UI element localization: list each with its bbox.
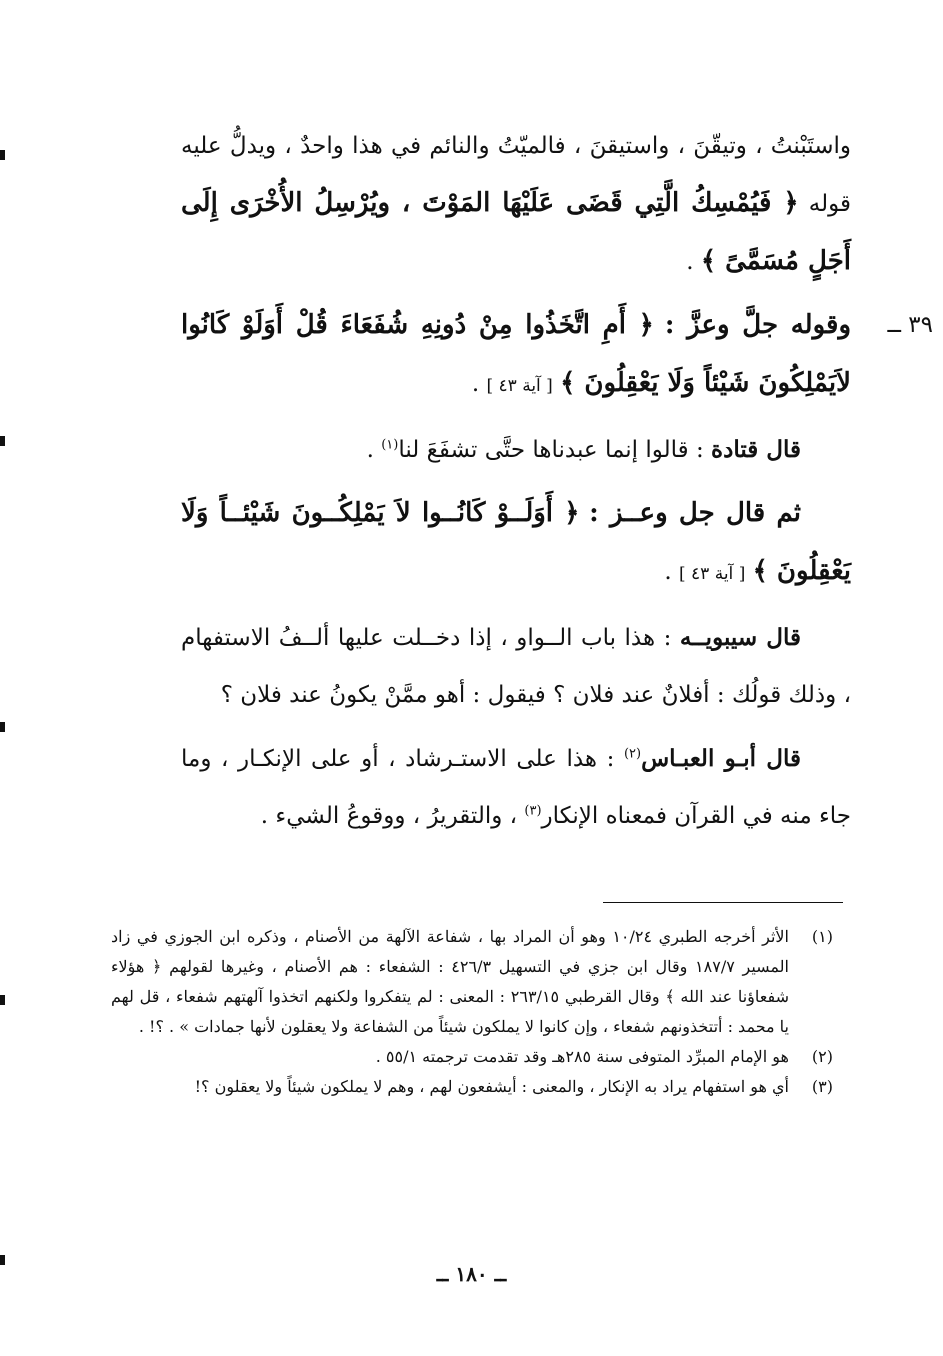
speaker-name: قال سيبويــه <box>679 624 801 651</box>
paragraph-number: ٣٩ ــ <box>887 312 933 338</box>
page-number: ــ ١٨٠ ــ <box>436 1262 507 1286</box>
paragraph-verse-repeat <box>181 485 851 603</box>
footnote-3 <box>111 1072 833 1102</box>
speaker-name: قال قتادة <box>711 436 801 463</box>
scan-edge-mark <box>0 150 5 160</box>
footnote-ref[interactable]: (١) <box>381 437 399 453</box>
quran-verse: ﴿ أَوَلَــوْ كَانُــوا لاَ يَمْلِكُــونَ شَيْئــاً وَلَا يَعْقِلُونَ ﴾ <box>181 498 851 586</box>
paragraph-text: : هذا على الاستـرشاد ، أو على الإنكـار ، وما جاء منه في القرآن فمعناه الإنكار <box>181 746 851 829</box>
scan-edge-mark <box>0 995 5 1005</box>
paragraph-text: واستَبْنتُ ، وتيقّنَ ، واستيقنَ ، فالميّتُ والنائم في هذا واحدٌ ، ويدلُّ عليه قوله <box>181 133 851 217</box>
speaker-name: قال أبـو العبـاس <box>641 745 801 772</box>
footnote-number: (١) <box>811 927 833 946</box>
verse-reference: [ آية ٤٣ ] <box>486 376 553 396</box>
paragraph-39 <box>181 297 933 415</box>
footnote-number: (٢) <box>811 1047 833 1066</box>
footnote-separator <box>603 902 843 903</box>
paragraph-abu-al-abbas <box>181 730 851 845</box>
main-text <box>181 118 933 845</box>
footnotes <box>111 922 833 1102</box>
footnote-1 <box>111 922 833 1042</box>
paragraph-qatada <box>181 421 851 479</box>
paragraph-text: : هذا باب الــواو ، إذا دخــلت عليها ألــفُ الاستفهام ، وذلك قولُك : أفلانٌ عند فلان ؟ فيقول : أهو ممَّنْ يكونُ عند فلان ؟ <box>181 625 851 708</box>
footnote-text: الأثر أخرجه الطبري ١٠/٢٤ وهو أن المراد بها ، شفاعة الآلهة من الأصنام ، وذكره ابن الجوزي في زاد المسير ١٨٧/٧ وقال ابن جزي في التسهيل ٤٢٦/٣ : الشفعاء : هم الأصنام ، وغيرها لقولهم ﴿ هؤلاء شفعاؤنا عند الله ﴾ وقال القرطبي ٢٦٣/١٥ : المعنى : لم يتفكروا ولكنهم اتخذوا آلهتهم شفعاء ، قل لهم يا محمد : أتتخذونهم شفعاء ، وإن كانوا لا يملكون شيئاً من الشفاعة ولا يعقلون لأنها جمادات » . ؟! . <box>111 927 789 1036</box>
verse-intro: ثم قال جل وعــز : <box>589 498 802 528</box>
paragraph-text: . <box>471 371 480 397</box>
paragraph-text: . <box>664 559 672 585</box>
quran-verse: ﴿ فَيُمْسِكُ الَّتِي قَضَى عَلَيْهَا المَوْتَ ، ويُرْسِلُ الأُخْرَى إِلَى أَجَلٍ مُسَمَّىً ﴾ <box>181 188 851 276</box>
paragraph-text: ، والتقريرُ ، ووقوعُ الشيء . <box>260 803 525 829</box>
paragraph-text: . <box>686 249 694 275</box>
footnote-text: هو الإمام المبرِّد المتوفى سنة ٢٨٥هـ وقد تقدمت ترجمته ٥٥/١ . <box>375 1047 789 1066</box>
footnote-ref[interactable]: (٣) <box>524 803 542 819</box>
footnote-text: أي هو استفهام يراد به الإنكار ، والمعنى : أيشفعون لهم ، وهم لا يملكون شيئاً ولا يعقلون ؟! <box>194 1077 789 1096</box>
paragraph-1 <box>181 118 851 291</box>
scan-edge-mark <box>0 722 5 732</box>
footnote-ref[interactable]: (٢) <box>623 746 642 762</box>
paragraph-text: : قالوا إنما عبدناها حتَّى تشفَعَ لنا <box>398 437 712 463</box>
verse-reference: [ آية ٤٣ ] <box>679 564 746 584</box>
paragraph-sibawayh <box>181 609 851 724</box>
paragraph-text: . <box>366 437 382 463</box>
scan-edge-mark <box>0 436 5 446</box>
footnote-2 <box>111 1042 833 1072</box>
verse-intro: وقوله جلَّ وعزَّ : <box>664 310 851 340</box>
footnote-number: (٣) <box>811 1077 833 1096</box>
quran-verse: ﴿ أَمِ اتَّخَذُوا مِنْ دُونِهِ شُفَعَاءَ قُلْ أَوَلَوْ كَانُوا لاَيَمْلِكُونَ شَيْئاً وَلَا يَعْقِلُونَ ﴾ <box>181 310 851 398</box>
